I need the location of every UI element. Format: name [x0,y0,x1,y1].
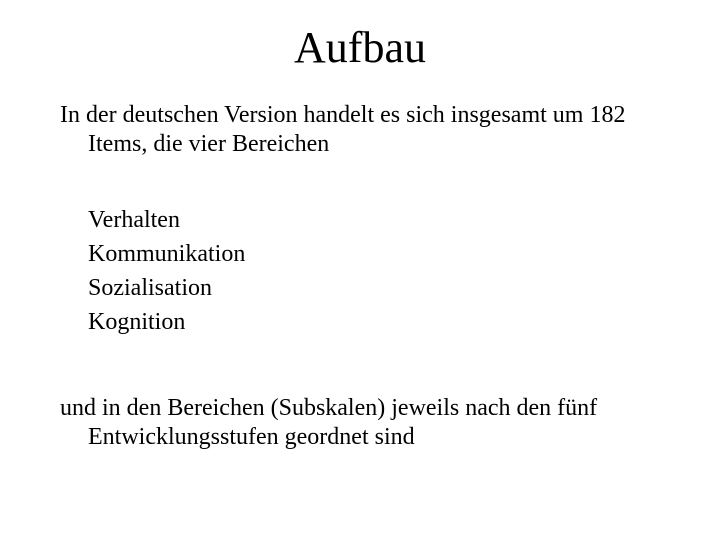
list-item: Kognition [88,309,186,335]
closing-paragraph-block [60,394,680,452]
slide-title: Aufbau [294,23,426,72]
list-item: Kommunikation [88,241,246,267]
list-item: Verhalten [88,207,180,233]
intro-paragraph-block [60,101,680,159]
closing-paragraph: und in den Bereichen (Subskalen) jeweils nach den fünf Entwicklungsstufen geordnet sind [60,395,598,450]
intro-paragraph: In der deutschen Version handelt es sich insgesamt um 182 Items, die vier Bereichen [60,102,626,157]
domain-list [88,203,245,339]
list-item: Sozialisation [88,275,212,301]
